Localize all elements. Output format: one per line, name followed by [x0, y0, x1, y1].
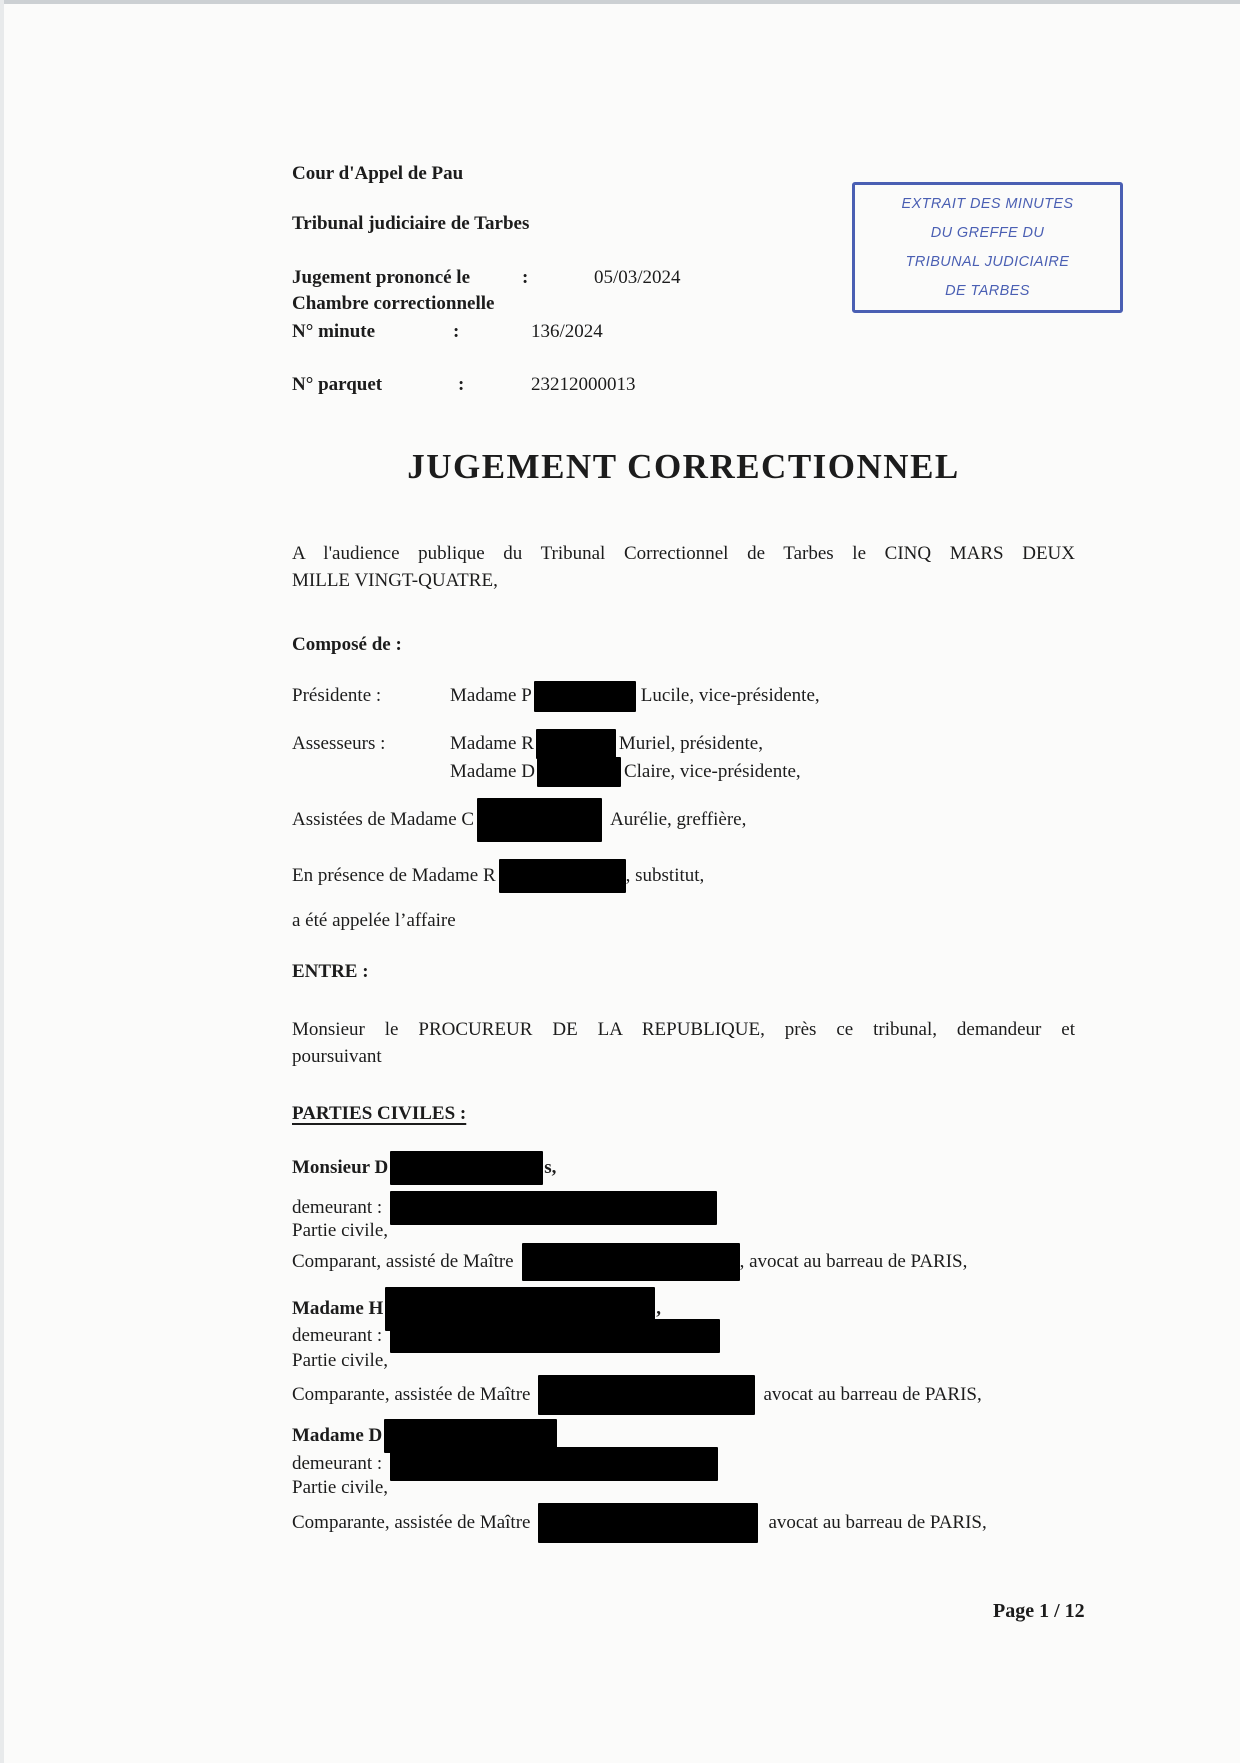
stamp-line: DE TARBES: [945, 283, 1030, 300]
case-called-line: a été appelée l’affaire: [292, 910, 456, 931]
tribunal-name: Tribunal judiciaire de Tarbes: [292, 213, 530, 234]
counsel-prefix: Comparant, assisté de Maître: [292, 1251, 514, 1272]
assesseur1-name-suffix: Muriel, présidente,: [618, 733, 763, 754]
redaction-bar: [522, 1243, 740, 1281]
procureur-line-1: Monsieur le PROCUREUR DE LA REPUBLIQUE, près ce tribunal, demandeur et: [292, 1019, 1075, 1040]
parquet-row: [292, 373, 1075, 397]
party-name-prefix: Madame H: [292, 1298, 384, 1319]
assesseur2-name-suffix: Claire, vice-présidente,: [623, 761, 801, 782]
parquet-colon: :: [458, 374, 465, 395]
redaction-bar: [390, 1151, 543, 1185]
party-address-row: [292, 1318, 720, 1354]
stamp-line: TRIBUNAL JUDICIAIRE: [905, 254, 1070, 271]
court-name: Cour d'Appel de Pau: [292, 163, 464, 184]
presidente-name-prefix: Madame P: [450, 685, 532, 706]
counsel-prefix: Comparante, assistée de Maître: [292, 1384, 531, 1405]
compose-heading: Composé de :: [292, 634, 402, 655]
redaction-bar: [390, 1191, 717, 1225]
party-counsel-row: [292, 1502, 987, 1544]
party-name-prefix: Madame D: [292, 1425, 383, 1446]
greffiere-prefix: Assistées de Madame C: [292, 809, 475, 830]
entre-heading: ENTRE :: [292, 961, 369, 982]
parquet-label: N° parquet: [292, 374, 383, 395]
assesseur1-name-prefix: Madame R: [450, 733, 534, 754]
party-name-prefix: Monsieur D: [292, 1157, 389, 1178]
procureur-line-2: poursuivant: [292, 1046, 382, 1067]
counsel-prefix: Comparante, assistée de Maître: [292, 1512, 531, 1533]
substitut-prefix: En présence de Madame R: [292, 865, 496, 886]
registry-stamp: [852, 182, 1123, 313]
partie-civile-line: Partie civile,: [292, 1350, 389, 1371]
assesseurs-label: Assesseurs :: [292, 733, 386, 754]
audience-line-2: MILLE VINGT-QUATRE,: [292, 570, 498, 591]
redaction-bar: [536, 729, 616, 759]
greffiere-row: [292, 798, 746, 842]
scan-top-edge: [0, 0, 1240, 4]
presidente-label: Présidente :: [292, 685, 382, 706]
party-counsel-row: [292, 1242, 967, 1282]
demeurant-label: demeurant :: [292, 1197, 383, 1218]
party-name-row: [292, 1150, 556, 1186]
minute-colon: :: [453, 321, 460, 342]
scan-left-edge: [0, 0, 4, 1763]
substitut-row: [292, 858, 704, 894]
redaction-bar: [534, 681, 636, 712]
document-title: JUGEMENT CORRECTIONNEL: [407, 447, 960, 486]
audience-line-1: A l'audience publique du Tribunal Correctionnel de Tarbes le CINQ MARS DEUX: [292, 543, 1075, 564]
presidente-name-suffix: Lucile, vice-présidente,: [640, 685, 820, 706]
demeurant-label: demeurant :: [292, 1325, 383, 1346]
demeurant-label: demeurant :: [292, 1453, 383, 1474]
minute-row: [292, 320, 1075, 344]
redaction-bar: [538, 1503, 758, 1543]
page-number: Page 1 / 12: [993, 1600, 1085, 1622]
judgment-date-colon: :: [522, 267, 529, 288]
assesseur2-name-prefix: Madame D: [450, 761, 535, 782]
counsel-suffix: avocat au barreau de PARIS,: [763, 1384, 982, 1405]
redaction-bar: [477, 798, 602, 842]
redaction-bar: [499, 859, 626, 893]
stamp-line: DU GREFFE DU: [930, 224, 1045, 241]
stamp-line: EXTRAIT DES MINUTES: [901, 195, 1074, 212]
counsel-suffix: avocat au barreau de PARIS,: [768, 1512, 987, 1533]
party-counsel-row: [292, 1374, 982, 1416]
partie-civile-line: Partie civile,: [292, 1220, 389, 1241]
counsel-suffix: , avocat au barreau de PARIS,: [739, 1251, 968, 1272]
redaction-bar: [538, 1375, 755, 1415]
redaction-bar: [390, 1319, 720, 1353]
presidente-row: [292, 680, 820, 712]
assesseur-row-2: [292, 756, 801, 788]
minute-value: 136/2024: [531, 321, 603, 342]
partie-civile-line: Partie civile,: [292, 1477, 389, 1498]
chamber-line: Chambre correctionnelle: [292, 293, 495, 314]
judgment-date-value: 05/03/2024: [594, 267, 681, 288]
substitut-suffix: , substitut,: [625, 865, 705, 886]
minute-label: N° minute: [292, 321, 376, 342]
procureur-paragraph: [292, 1016, 1075, 1070]
greffiere-suffix: Aurélie, greffière,: [610, 809, 747, 830]
judgment-date-label: Jugement prononcé le: [292, 267, 471, 288]
redaction-bar: [537, 757, 621, 787]
audience-paragraph: [292, 540, 1075, 594]
parties-civiles-heading: PARTIES CIVILES :: [292, 1103, 467, 1124]
party-name-suffix: ,: [656, 1298, 662, 1319]
redaction-bar: [390, 1447, 718, 1481]
party-name-suffix: s,: [544, 1157, 557, 1178]
parquet-value: 23212000013: [531, 374, 636, 395]
